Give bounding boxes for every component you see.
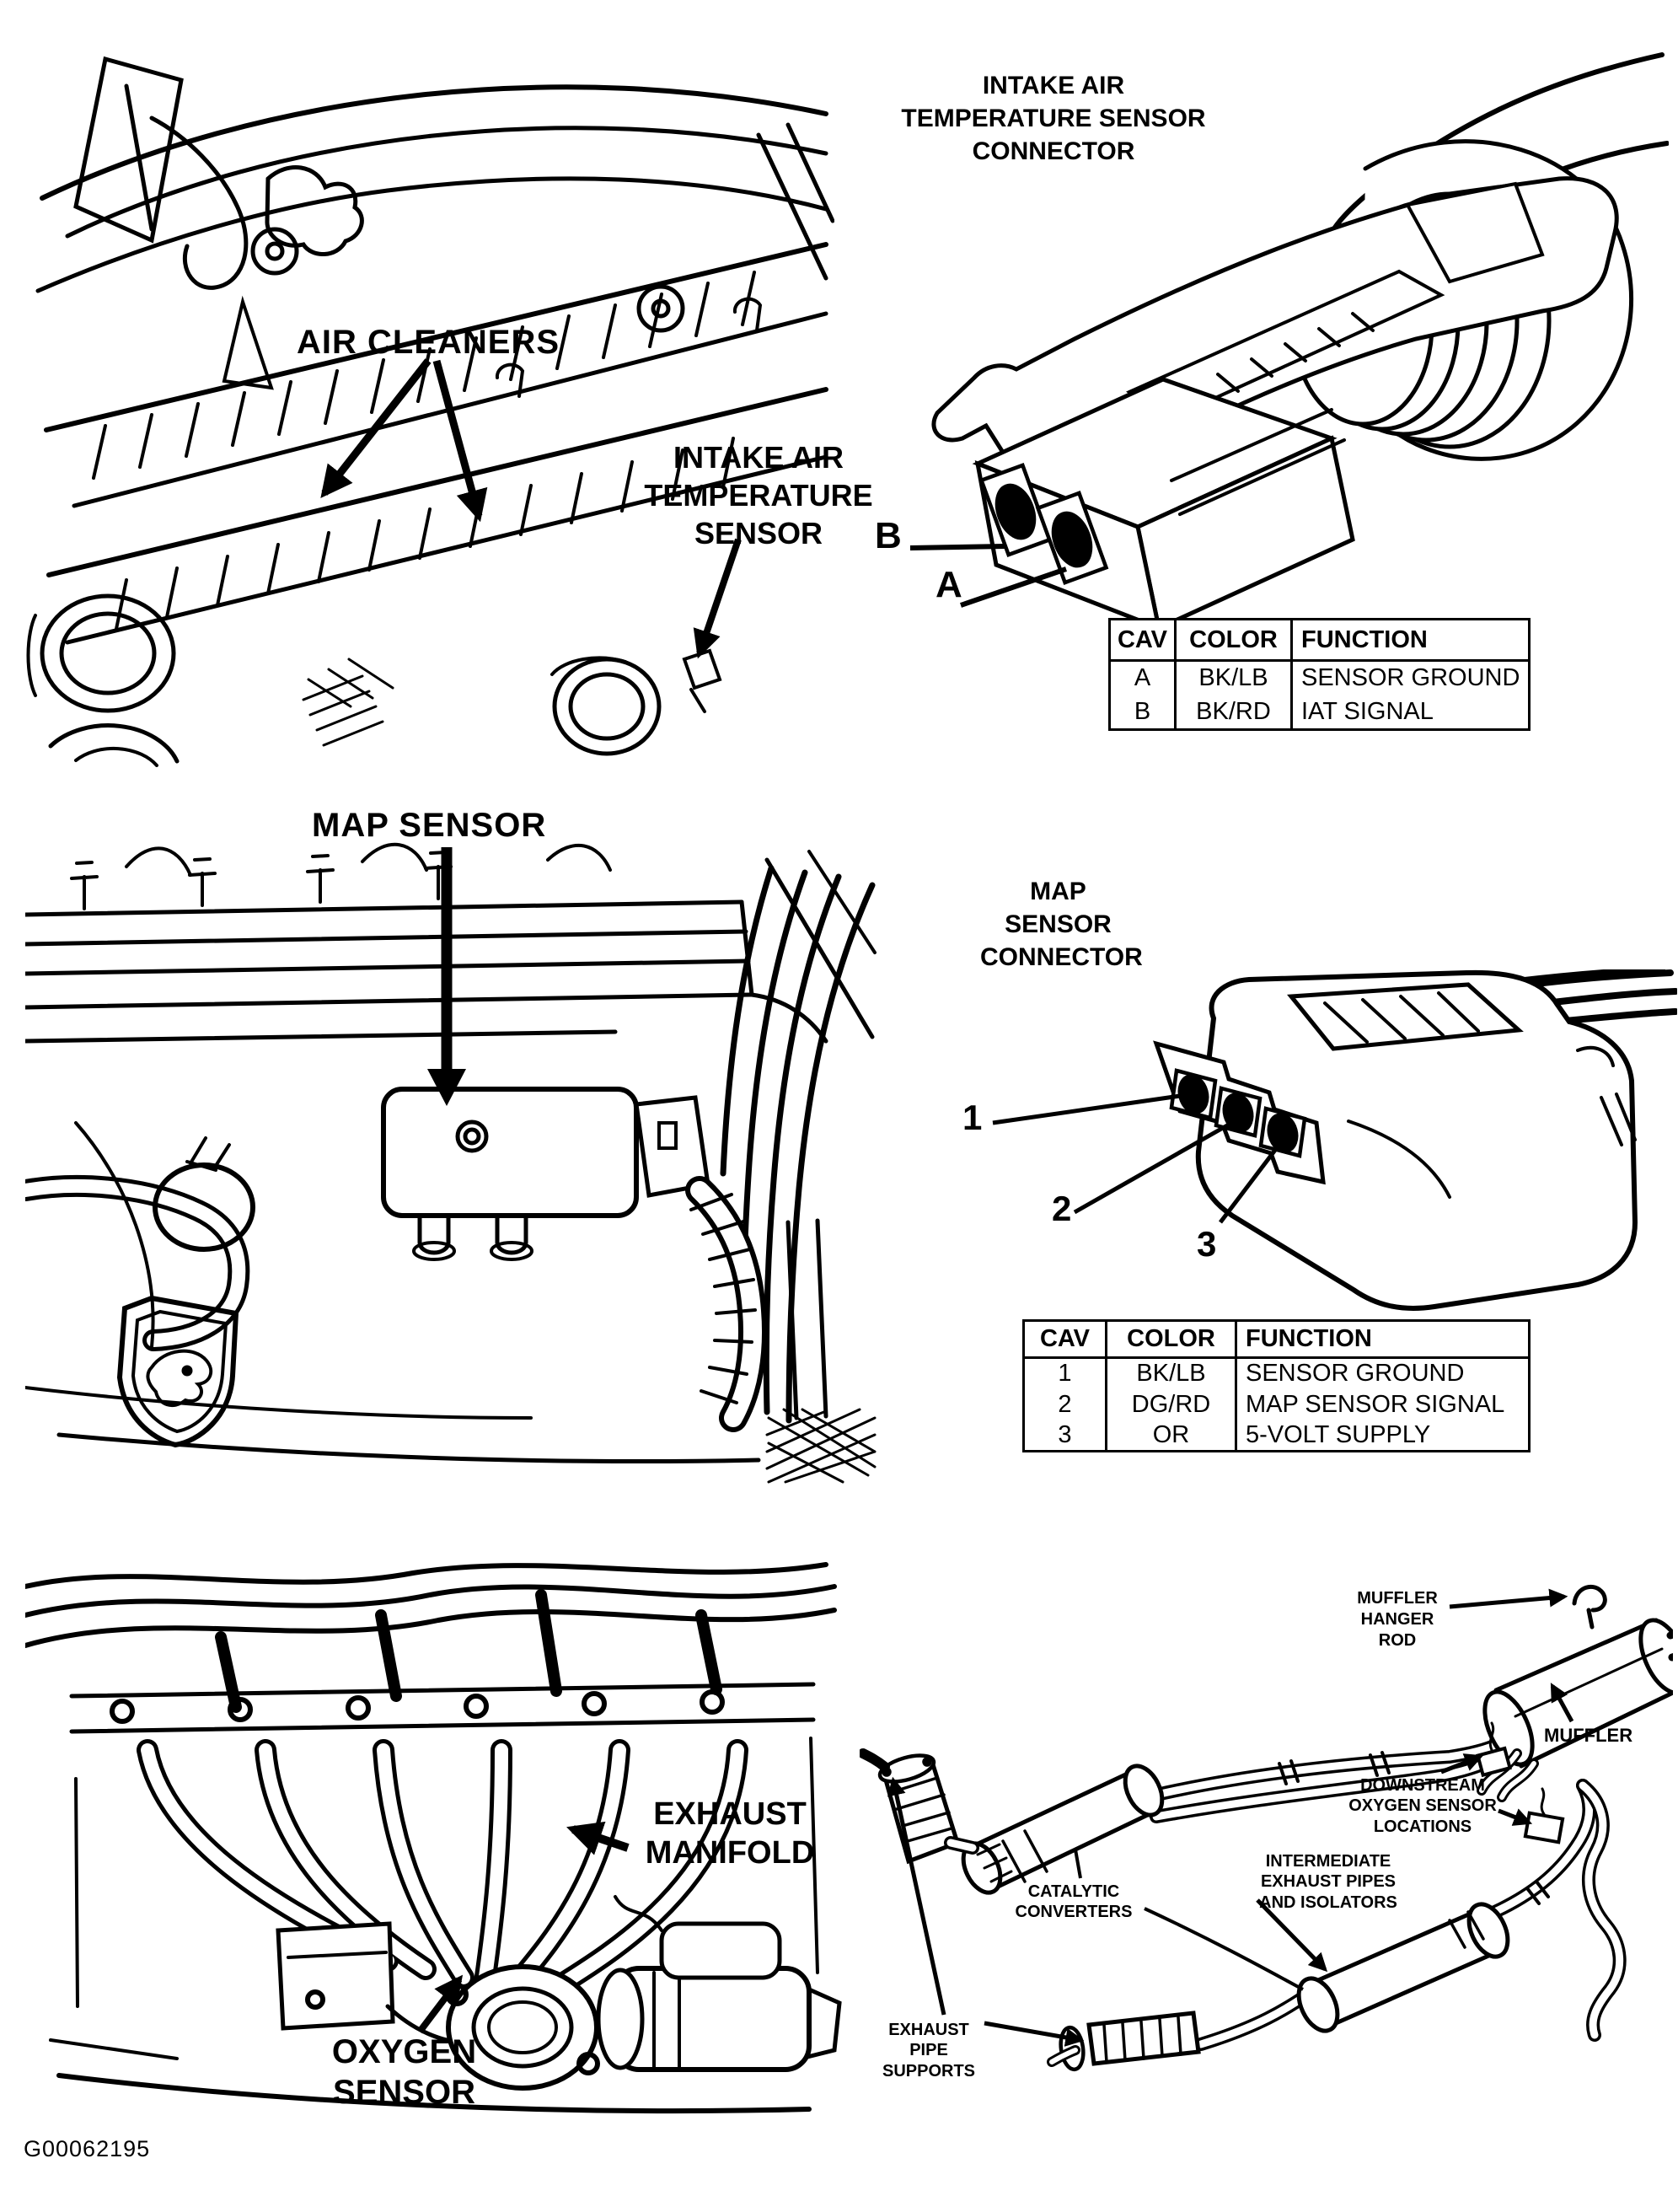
map-row-1-cav: 1 (1024, 1358, 1107, 1389)
map-connector-pinout-table (1022, 1319, 1531, 1452)
engine-bay-linework (28, 59, 833, 765)
table-row (1110, 695, 1530, 730)
muffler-hanger-rod-arrow (1450, 1597, 1564, 1607)
iat-sensor-arrow (700, 540, 738, 653)
downstream-o2-arrow-lower (1498, 1811, 1529, 1823)
map-row-1-function: SENSOR GROUND (1236, 1358, 1530, 1389)
map-table-header-function: FUNCTION (1236, 1321, 1530, 1358)
table-row (1024, 1420, 1530, 1452)
iat-sensor-callout-label: INTAKE AIR TEMPERATURE SENSOR (644, 440, 873, 550)
map-sensor-arrow (427, 847, 466, 1106)
exhaust-system-linework (863, 1587, 1673, 2070)
map-connector-illustration (927, 969, 1677, 1374)
map-pin-1-label: 1 (962, 1098, 983, 1137)
muffler-hanger-rod-label: MUFFLER HANGER ROD (1357, 1589, 1438, 1650)
map-row-3-color: OR (1107, 1420, 1236, 1452)
iat-connector-title: INTAKE AIR TEMPERATURE SENSOR CONNECTOR (901, 72, 1206, 165)
table-row (1024, 1358, 1530, 1389)
table-row (1024, 1389, 1530, 1420)
air-cleaners-label: AIR CLEANERS (297, 324, 560, 361)
iat-row-b-color: BK/RD (1176, 695, 1292, 730)
map-sensor-engine-illustration (25, 826, 877, 1484)
exhaust-pipe-supports-label: EXHAUST PIPE SUPPORTS (882, 2021, 976, 2080)
map-pin-3-label: 3 (1197, 1224, 1217, 1264)
map-connector-linework (1156, 969, 1675, 1308)
intermediate-exhaust-pipes-label: INTERMEDIATE EXHAUST PIPES AND ISOLATORS (1259, 1852, 1397, 1912)
oxygen-sensor-label: OXYGEN SENSOR (331, 2033, 477, 2111)
map-table-header-cav: CAV (1024, 1321, 1107, 1358)
map-pin-2-label: 2 (1052, 1189, 1072, 1228)
map-row-2-cav: 2 (1024, 1389, 1107, 1420)
iat-connector-pinout-table (1108, 618, 1531, 731)
exhaust-manifold-label: EXHAUST MANIFOLD (645, 1796, 815, 1871)
iat-row-a-color: BK/LB (1176, 661, 1292, 695)
map-row-3-cav: 3 (1024, 1420, 1107, 1452)
map-sensor-label: MAP SENSOR (312, 807, 547, 844)
iat-row-a-cav: A (1110, 661, 1176, 695)
map-row-2-function: MAP SENSOR SIGNAL (1236, 1389, 1530, 1420)
iat-row-b-cav: B (1110, 695, 1176, 730)
table-row (1110, 661, 1530, 695)
map-row-1-color: BK/LB (1107, 1358, 1236, 1389)
iat-pin-a-label: A (935, 564, 962, 605)
map-connector-title: MAP SENSOR CONNECTOR (980, 878, 1143, 971)
iat-table-header-color: COLOR (1176, 620, 1292, 661)
iat-pin-b-label: B (875, 515, 902, 556)
catalytic-converters-label: CATALYTIC CONVERTERS (1015, 1882, 1133, 1922)
iat-row-b-function: IAT SIGNAL (1292, 695, 1530, 730)
downstream-oxygen-sensor-label: DOWNSTREAM OXYGEN SENSOR LOCATIONS (1348, 1776, 1497, 1836)
iat-table-header-function: FUNCTION (1292, 620, 1530, 661)
figure-id: G00062195 (24, 2136, 151, 2161)
iat-table-header-cav: CAV (1110, 620, 1176, 661)
iat-row-a-function: SENSOR GROUND (1292, 661, 1530, 695)
map-table-header-color: COLOR (1107, 1321, 1236, 1358)
map-row-2-color: DG/RD (1107, 1389, 1236, 1420)
air-cleaner-engine-illustration (25, 34, 834, 767)
muffler-label: MUFFLER (1544, 1725, 1633, 1746)
map-row-3-function: 5-VOLT SUPPLY (1236, 1420, 1530, 1452)
